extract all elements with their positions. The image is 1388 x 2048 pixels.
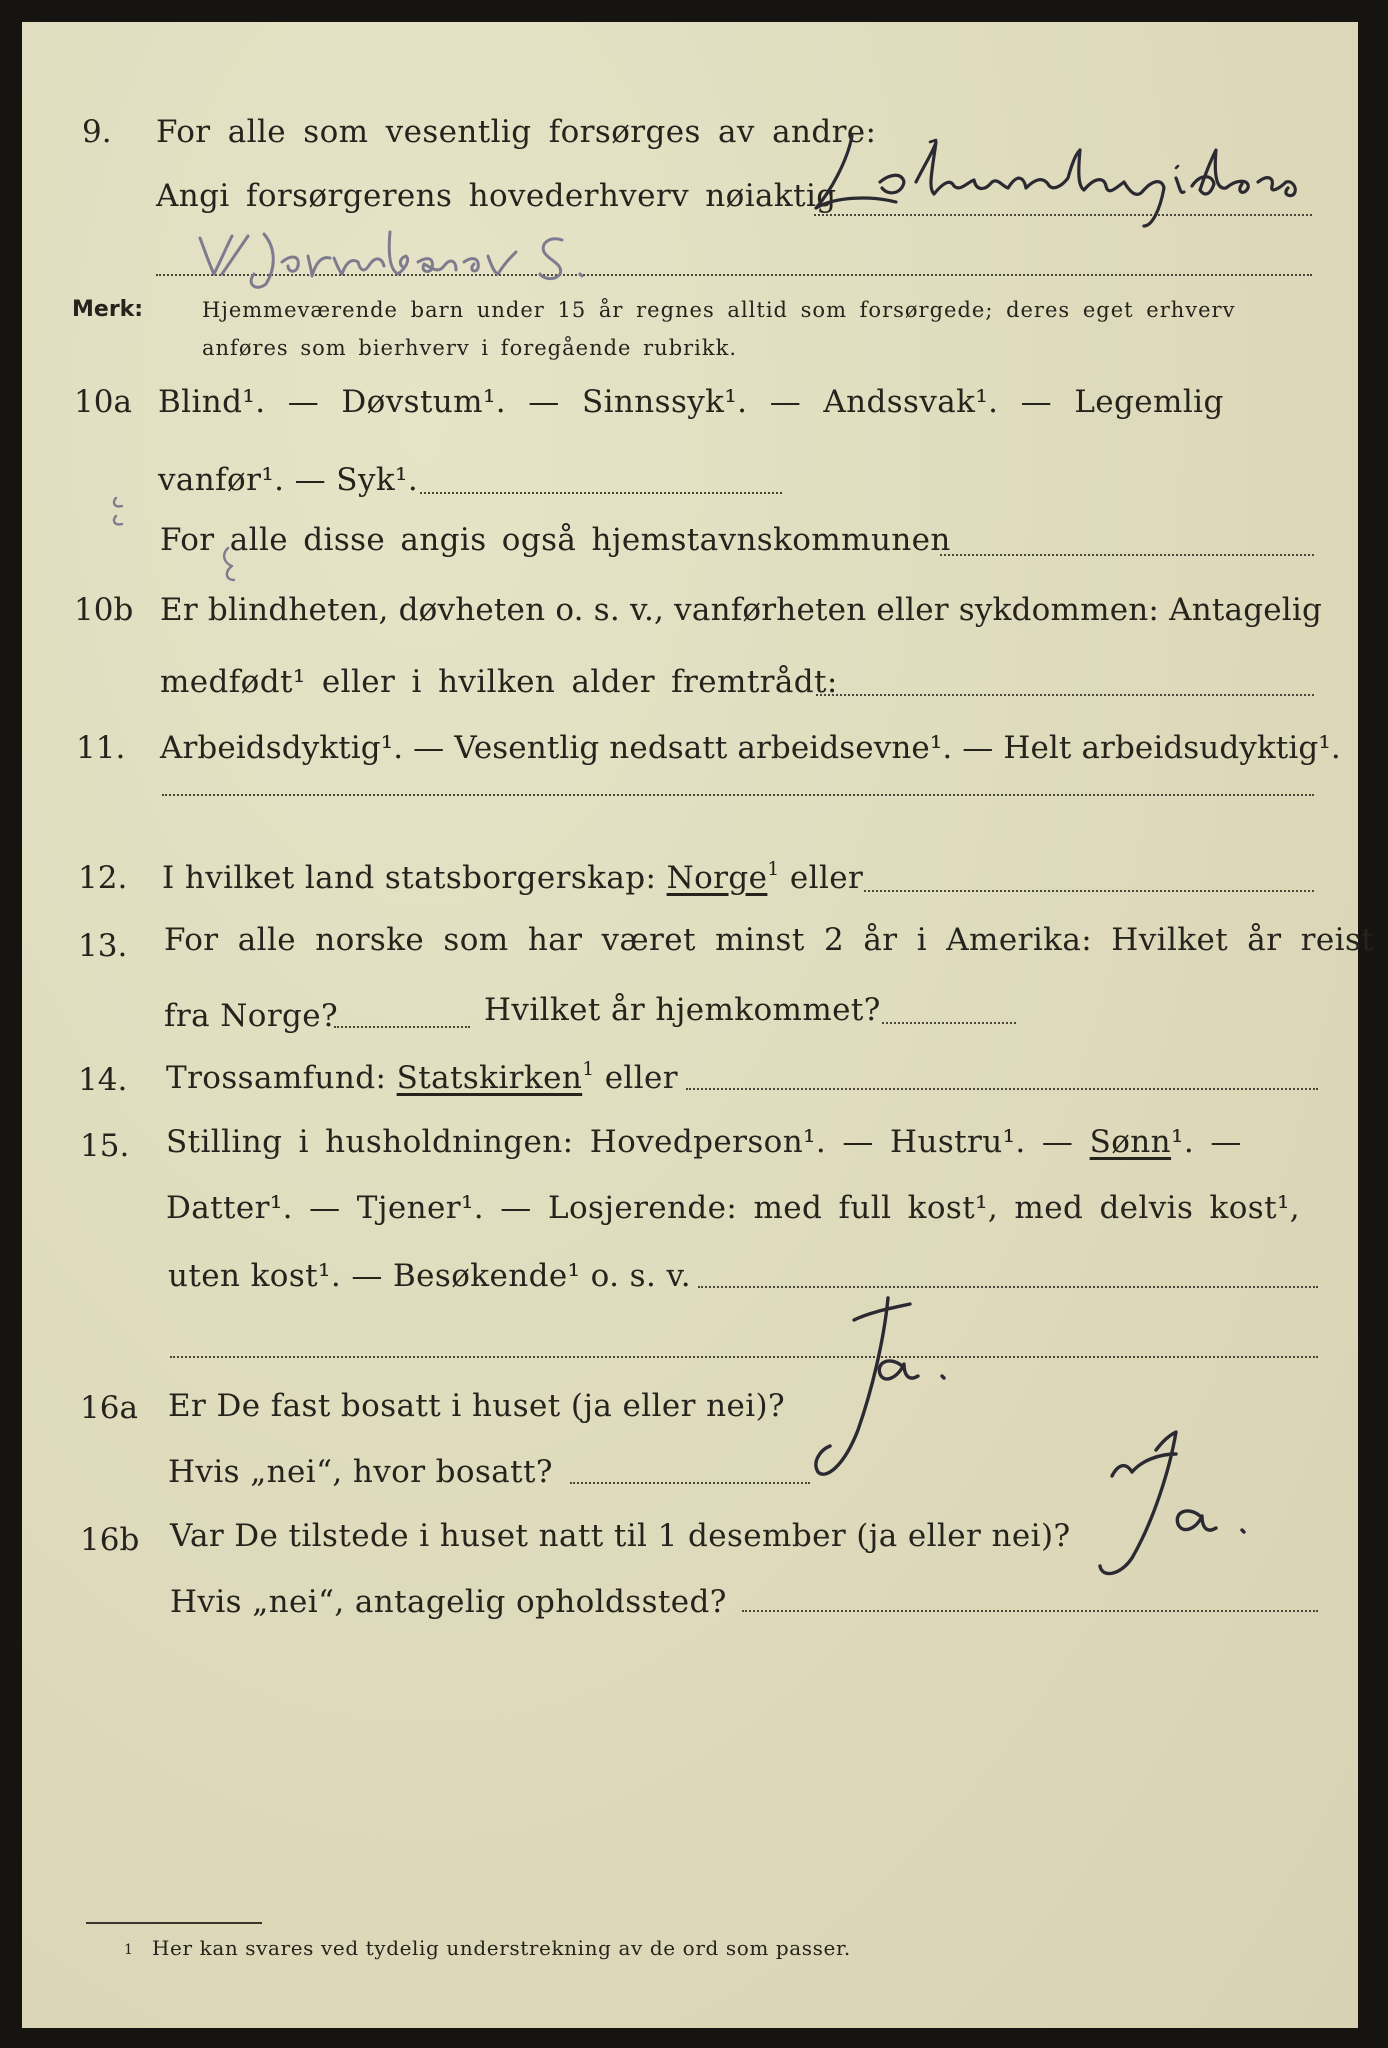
q13-dotline-2	[882, 1022, 1016, 1024]
q9-line1: For alle som vesentlig forsørges av andre:	[156, 114, 877, 150]
merk-line1: Hjemmeværende barn under 15 år regnes alltid som forsørgede; deres eget erhverv	[202, 298, 1236, 322]
q16b-line1: Var De tilstede i huset natt til 1 desember (ja eller nei)?	[170, 1518, 1071, 1554]
q16a-dotline	[570, 1482, 810, 1484]
q12-underlined-answer: Norge	[666, 860, 768, 896]
q10b-line2: medfødt¹ eller i hvilken alder fremtrådt:	[160, 664, 838, 700]
q14-number: 14.	[78, 1062, 128, 1098]
q15-number: 15.	[80, 1128, 130, 1164]
q10a-line3: For alle disse angis også hjemstavnskommunen	[160, 522, 951, 558]
q15-line1: Stilling i husholdningen: Hovedperson¹. — Hustru¹. — Sønn¹. —	[166, 1124, 1242, 1160]
q15-dotline-1	[698, 1286, 1318, 1288]
q9-handwritten-answer-1	[812, 122, 1352, 232]
q10a-line2: vanfør¹. — Syk¹.	[158, 462, 419, 498]
q9-line2: Angi forsørgerens hovederhverv nøiaktig	[156, 178, 837, 214]
q11-number: 11.	[76, 730, 126, 766]
q9-number: 9.	[82, 114, 112, 150]
q11-dotline	[162, 794, 1314, 796]
q13-number: 13.	[78, 928, 128, 964]
footnote-rule	[86, 1922, 262, 1924]
merk-label: Merk:	[72, 297, 144, 322]
q10a-number: 10a	[74, 384, 132, 420]
q15-line2: Datter¹. — Tjener¹. — Losjerende: med full kost¹, med delvis kost¹,	[166, 1190, 1301, 1226]
q10a-line1: Blind¹. — Døvstum¹. — Sinnssyk¹. — Andssvak¹. — Legemlig	[158, 384, 1224, 420]
q10b-line1: Er blindheten, døvheten o. s. v., vanførheten eller sykdommen: Antagelig	[160, 592, 1323, 628]
footnote-text: Her kan svares ved tydelig understrekning av de ord som passer.	[152, 1936, 851, 1960]
census-form-page	[22, 22, 1375, 2028]
q15-underlined-answer: Sønn	[1089, 1124, 1172, 1160]
q10a-dotline-1	[420, 492, 782, 494]
q16a-line2: Hvis „nei“, hvor bosatt?	[168, 1454, 553, 1490]
q15-dotline-2	[170, 1356, 1318, 1358]
q13-dotline-1	[334, 1026, 470, 1028]
footnote-marker: 1	[124, 1942, 134, 1958]
q13-line1: For alle norske som har været minst 2 år i Amerika: Hvilket år reist	[164, 922, 1375, 958]
q16a-handwritten-answer	[792, 1290, 992, 1490]
q16b-line2: Hvis „nei“, antagelig opholdssted?	[170, 1584, 727, 1620]
merk-line2: anføres som bierhverv i foregående rubrikk.	[202, 336, 738, 360]
q12-text: I hvilket land statsborgerskap: Norge$^1$ eller	[162, 858, 864, 896]
q10a-pencil-marks	[108, 472, 328, 592]
q16b-dotline	[742, 1610, 1318, 1612]
q16b-handwritten-answer	[1092, 1420, 1302, 1600]
q12-number: 12.	[78, 860, 128, 896]
q16a-line1: Er De fast bosatt i huset (ja eller nei)?	[168, 1388, 786, 1424]
q14-text: Trossamfund: Statskirken$^1$ eller	[166, 1058, 679, 1096]
q13-line2b: Hvilket år hjemkommet?	[484, 992, 881, 1028]
q13-line2a: fra Norge?	[164, 998, 339, 1034]
q16a-number: 16a	[80, 1390, 138, 1426]
q10b-number: 10b	[74, 592, 134, 628]
q14-dotline	[686, 1088, 1318, 1090]
q9-handwritten-answer-2	[192, 218, 732, 292]
q14-underlined-answer: Statskirken	[396, 1060, 583, 1096]
q15-line3: uten kost¹. — Besøkende¹ o. s. v.	[168, 1258, 691, 1294]
q10a-dotline-2	[940, 554, 1314, 556]
q12-dotline	[864, 890, 1314, 892]
q16b-number: 16b	[80, 1522, 140, 1558]
q10b-dotline	[816, 694, 1314, 696]
q11-line1: Arbeidsdyktig¹. — Vesentlig nedsatt arbeidsevne¹. — Helt arbeidsudyktig¹.	[160, 730, 1341, 766]
